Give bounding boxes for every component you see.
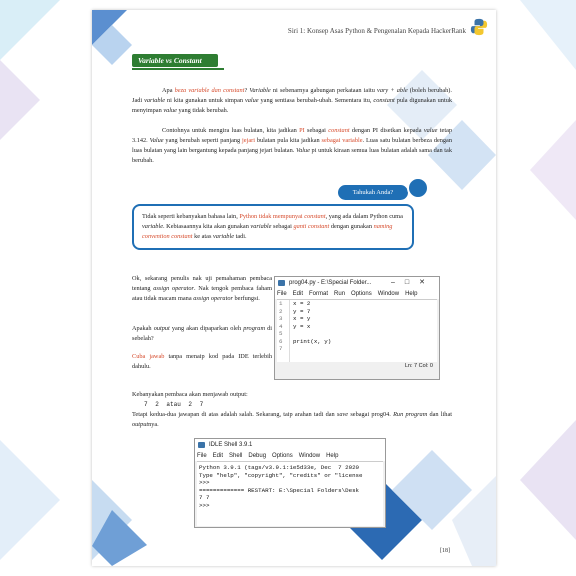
paragraph-quiz-question: Apakah output yang akan dipaparkan oleh program di sebelah? [132,325,272,342]
editor-menubar[interactable] [275,289,439,299]
menu-help[interactable]: Help [326,453,339,459]
paragraph-quiz-intro: Ok, sekarang penulis nak uji pemahaman pembaca tentang assign operator. Nak tengok pembaca faham atau tidak macam mana assign operator berfungsi. [132,275,272,302]
menu-shell[interactable]: Shell [229,453,243,459]
brain-gear-icon [407,177,429,199]
menu-file[interactable]: File [277,291,287,297]
window-controls[interactable]: –□✕ [391,279,435,286]
menu-run[interactable]: Run [334,291,346,297]
paragraph-common-answer: Kebanyakan pembaca akan menjawab output: [132,391,248,398]
menu-format[interactable]: Format [309,291,329,297]
section-underline [132,68,224,70]
window-app-icon [198,442,205,448]
document-page [92,10,496,566]
common-answer-code: 7 2 atau 2 7 [144,401,204,408]
editor-titlebar[interactable] [275,277,439,289]
editor-status: Ln: 7 Col: 0 [404,363,433,369]
editor-window[interactable] [274,276,440,380]
menu-window[interactable]: Window [377,291,400,297]
menu-window[interactable]: Window [298,453,321,459]
python-logo-icon [470,18,488,36]
did-you-know-label: Tahukah Anda? [338,185,408,200]
shell-titlebar[interactable] [195,439,385,451]
menu-file[interactable]: File [197,453,207,459]
code-text[interactable]: x = 2 y = 7 x = y y = x print(x, y) [293,300,332,345]
window-app-icon [278,280,285,286]
shell-title: IDLE Shell 3.9.1 [209,442,253,448]
paragraph-run-instruction: Tetapi kedua-dua jawapan di atas adalah salah. Sekarang, taip arahan tadi dan save sebagai prog04. Run program dan lihat outputnya. [132,411,452,428]
menu-debug[interactable]: Debug [248,453,267,459]
shell-window[interactable] [194,438,386,528]
paragraph-definition: Apa beza variable dan constant? Variable ni sebenarnya gabungan perkataan iaitu vary + able (boleh berubah). Jadi variable ni kita gunakan untuk simpan value yang sentiasa berubah-ubah. Sementara itu, constant pula digunakan untuk menyimpan value yang tidak berubah. [132,87,453,114]
menu-help[interactable]: Help [405,291,418,297]
menu-edit[interactable]: Edit [292,291,304,297]
menu-edit[interactable]: Edit [212,453,224,459]
shell-output[interactable]: Python 3.9.1 (tags/v3.9.1:1e5d33e, Dec 7 2020 Type "help", "copyright", "credits" or "license >>> ============= RESTART: E:\Special Folders\Desk 7 7 >>> [197,461,383,526]
running-header: Siri 1: Konsep Asas Python & Pengenalan Kepada HackerRank [287,27,466,35]
menu-options[interactable]: Options [351,291,372,297]
paragraph-example: Contohnya untuk mengira luas bulatan, kita jadikan PI sebagai constant dengan PI disetkan kepada value tetap 3.142. Value yang berubah seperti panjang jejari bulatan pula kita jadikan sebagai variable. Luas satu bulatan berbeza dengan luas bulatan yang lain bergantung kepada panjang jejari bulatan. Value pi untuk kiraan semua luas bulatan adalah sama dan tak berubah. [132,127,453,164]
editor-title: prog04.py - E:\Special Folder... [289,280,372,286]
shell-menubar[interactable] [195,451,385,461]
editor-code-area[interactable] [277,299,437,362]
line-numbers: 1 2 3 4 5 6 7 [277,300,290,362]
section-title: Variable vs Constant [132,54,218,67]
page-number: [18] [440,548,450,554]
menu-options[interactable]: Options [272,453,293,459]
paragraph-quiz-instruction: Cuba jawab tanpa menaip kod pada IDE terlebih dahulu. [132,353,272,370]
info-box: Tidak seperti kebanyakan bahasa lain, Python tidak mempunyai constant, yang ada dalam Python cuma variable. Kebiasaannya kita akan gunakan variable sebagai ganti constant dengan gunakan naming convention constant ke atas variable tadi. [132,204,414,250]
